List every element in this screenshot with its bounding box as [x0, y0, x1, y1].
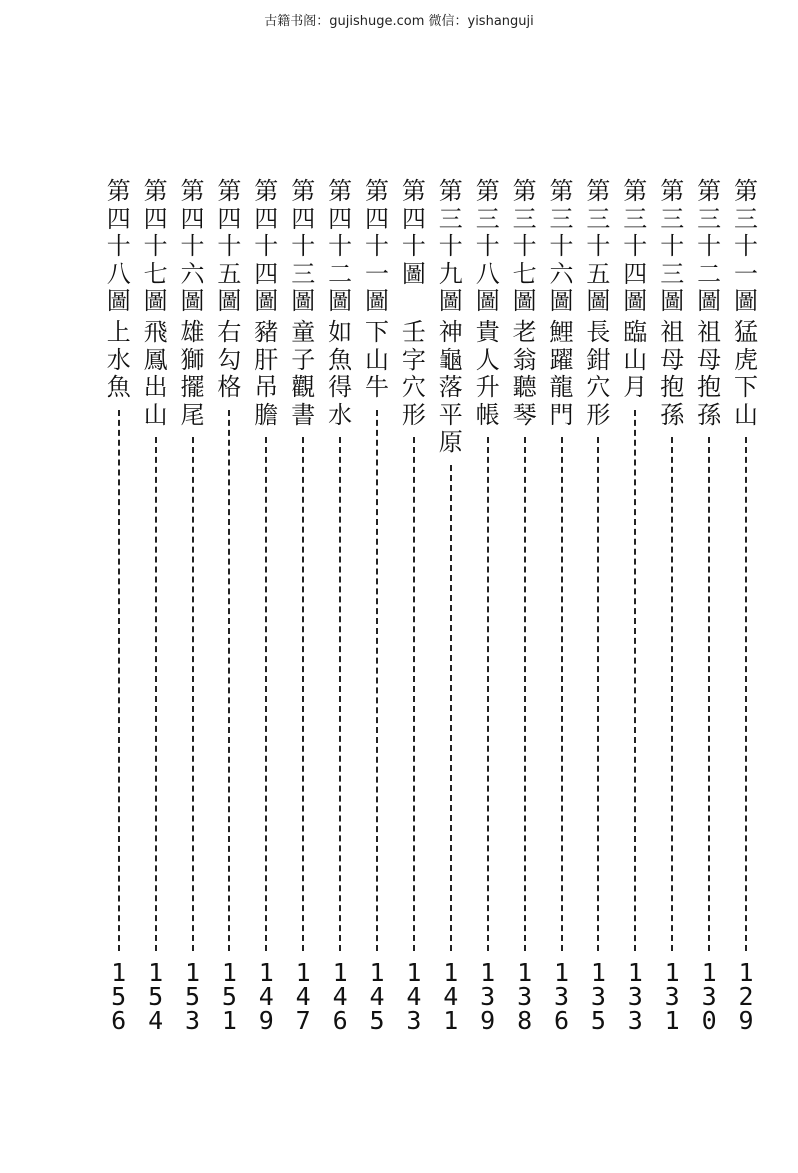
entry-title: 長 鉗 穴 形	[586, 318, 611, 429]
entry-title: 如 魚 得 水	[328, 318, 353, 429]
dotted-leader	[155, 437, 157, 951]
watermark: 古籍书阁：gujishuge.com 微信：yishanguji	[264, 14, 534, 29]
entry-title: 上 水 魚	[106, 318, 131, 401]
page-number: 1 5 1	[221, 958, 237, 1035]
entry-label: 第 三 十 五 圖	[586, 177, 611, 315]
entry-title: 貴 人 升 帳	[475, 318, 500, 429]
page-number: 1 3 5	[590, 958, 606, 1035]
toc-entry	[141, 178, 171, 1048]
toc-entry	[288, 178, 318, 1048]
page-number: 1 5 3	[184, 958, 201, 1035]
dotted-leader	[450, 465, 452, 952]
toc-entry	[547, 178, 577, 1048]
toc-entry	[583, 178, 613, 1048]
entry-label: 第 三 十 六 圖	[549, 177, 574, 315]
page-number: 1 3 8	[517, 958, 533, 1035]
page-number: 1 3 0	[701, 958, 717, 1035]
entry-title: 壬 字 穴 形	[401, 318, 426, 429]
entry-label: 第 四 十 八 圖	[106, 177, 131, 315]
dotted-leader	[634, 410, 636, 952]
entry-label: 第 四 十 七 圖	[143, 177, 168, 315]
dotted-leader	[487, 437, 489, 951]
toc-entry	[657, 178, 687, 1048]
entry-title: 右 勾 格	[217, 318, 242, 401]
page-number: 1 3 3	[627, 958, 643, 1035]
dotted-leader	[302, 437, 304, 951]
entry-label: 第 三 十 七 圖	[512, 177, 537, 315]
dotted-leader	[118, 410, 120, 952]
entry-label: 第 四 十 五 圖	[217, 177, 242, 315]
entry-title: 鯉 躍 龍 門	[549, 318, 574, 429]
entry-title: 雄 獅 擺 尾	[180, 318, 205, 429]
page-number: 1 4 9	[258, 958, 274, 1035]
toc-entry	[362, 178, 392, 1048]
entry-label: 第 三 十 二 圖	[697, 177, 722, 315]
page-number: 1 3 9	[480, 958, 496, 1035]
entry-title: 豬 肝 吊 膽	[254, 318, 279, 429]
entry-label: 第 四 十 四 圖	[254, 177, 279, 315]
entry-title: 臨 山 月	[623, 318, 648, 401]
dotted-leader	[339, 437, 341, 951]
entry-label: 第 四 十 六 圖	[180, 177, 205, 315]
entry-label: 第 三 十 八 圖	[475, 177, 500, 315]
entry-label: 第 三 十 四 圖	[623, 177, 648, 315]
toc-entry	[473, 178, 503, 1048]
page-number: 1 5 4	[148, 958, 164, 1035]
entry-label: 第 三 十 一 圖	[734, 177, 758, 315]
dotted-leader	[745, 437, 747, 951]
toc-entry	[731, 178, 761, 1048]
toc-entry	[251, 178, 281, 1048]
entry-label: 第 四 十 三 圖	[291, 177, 316, 315]
page-number: 1 5 6	[111, 958, 127, 1035]
dotted-leader	[192, 437, 194, 951]
entry-title: 下 山 牛	[365, 318, 389, 401]
page-number: 1 4 1	[443, 958, 459, 1035]
dotted-leader	[413, 437, 415, 951]
toc-entry	[178, 178, 208, 1048]
entry-title: 祖 母 抱 孫	[697, 318, 722, 429]
toc-entry	[510, 178, 540, 1048]
dotted-leader	[597, 437, 599, 951]
page-number: 1 4 3	[406, 958, 422, 1035]
dotted-leader	[265, 437, 267, 951]
page-number: 1 4 5	[369, 958, 385, 1035]
toc-entry	[694, 178, 724, 1048]
toc-entry	[436, 178, 466, 1048]
page-number: 1 3 6	[553, 958, 570, 1035]
toc-entry	[620, 178, 650, 1048]
toc-entry	[325, 178, 355, 1048]
page-number: 1 3 1	[664, 958, 680, 1035]
dotted-leader	[708, 437, 710, 951]
dotted-leader	[228, 410, 230, 952]
entry-label: 第 三 十 三 圖	[660, 177, 685, 315]
dotted-leader	[524, 437, 526, 951]
entry-title: 童 子 觀 書	[291, 318, 316, 429]
entry-label: 第 四 十 二 圖	[328, 177, 353, 315]
entry-label: 第 四 十 一 圖	[365, 177, 389, 315]
entry-title: 猛 虎 下 山	[734, 318, 758, 429]
entry-title: 飛 鳳 出 山	[143, 318, 168, 429]
toc-entry	[104, 178, 134, 1048]
dotted-leader	[376, 410, 378, 952]
page-number: 1 2 9	[738, 958, 754, 1035]
entry-label: 第 四 十 圖	[401, 177, 426, 288]
toc-entry	[399, 178, 429, 1048]
page-number: 1 4 6	[332, 958, 348, 1035]
dotted-leader	[671, 437, 673, 951]
entry-title: 老 翁 聽 琴	[512, 318, 537, 429]
dotted-leader	[561, 437, 563, 951]
entry-title: 祖 母 抱 孫	[660, 318, 685, 429]
toc-entry	[214, 178, 244, 1048]
page-number: 1 4 7	[295, 958, 311, 1035]
entry-title: 神 龜 落 平 原	[438, 318, 463, 456]
entry-label: 第 三 十 九 圖	[438, 177, 463, 315]
